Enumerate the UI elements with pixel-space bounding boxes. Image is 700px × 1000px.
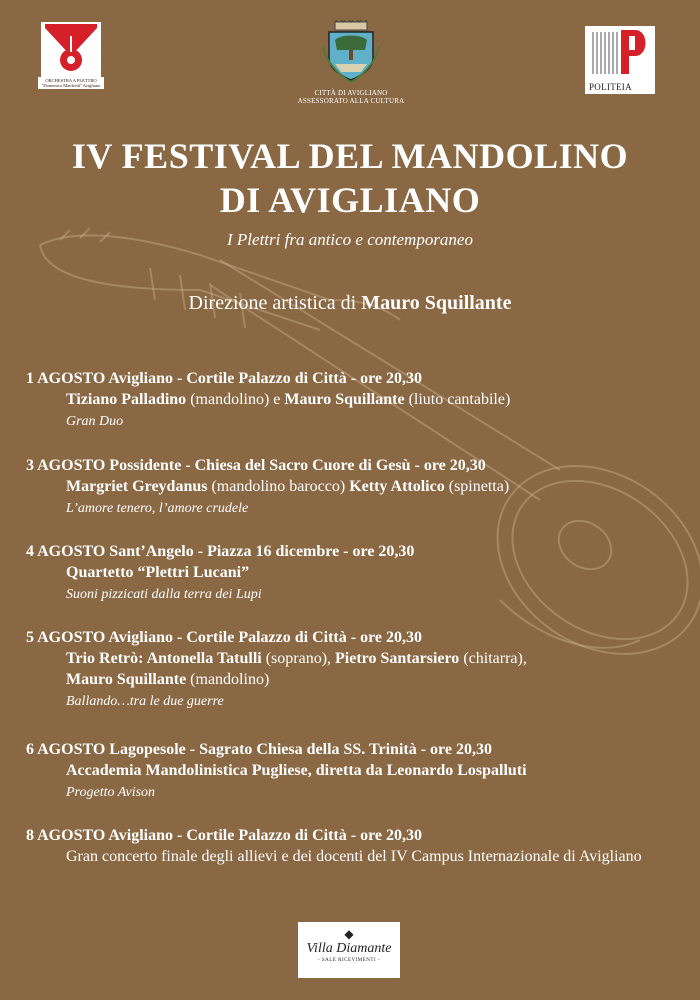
event-program-title: Gran Duo bbox=[66, 414, 124, 429]
event-header: 1 AGOSTO Avigliano - Cortile Palazzo di Città - ore 20,30 bbox=[26, 370, 422, 387]
performer-role: (mandolino) e bbox=[186, 391, 285, 408]
event-performers bbox=[26, 476, 686, 497]
event-performers bbox=[26, 389, 686, 410]
event-performers bbox=[26, 846, 686, 867]
event-header: 5 AGOSTO Avigliano - Cortile Palazzo di Città - ore 20,30 bbox=[26, 629, 422, 646]
orchestra-logo bbox=[38, 22, 104, 102]
performer-role: (mandolino barocco) bbox=[207, 478, 350, 495]
event-program-title: Suoni pizzicati dalla terra dei Lupi bbox=[66, 587, 262, 602]
sponsor-name: Villa Diamante bbox=[306, 941, 392, 956]
event-header: 6 AGOSTO Lagopesole - Sagrato Chiesa della SS. Trinità - ore 20,30 bbox=[26, 741, 492, 758]
orchestra-caption: ORCHESTRA A PLETTRO "Domenico Manfredi" Avigliano bbox=[38, 77, 104, 89]
event-item bbox=[26, 368, 686, 432]
event-header: 4 AGOSTO Sant’Angelo - Piazza 16 dicembre - ore 20,30 bbox=[26, 543, 415, 560]
performer-name: Mauro Squillante bbox=[66, 671, 187, 688]
event-performers bbox=[26, 648, 686, 669]
city-crest-icon bbox=[321, 20, 381, 84]
performer-name: Pietro Santarsiero bbox=[335, 650, 460, 667]
event-item bbox=[26, 627, 686, 712]
event-performers bbox=[26, 669, 686, 690]
performer-role: (chitarra), bbox=[459, 650, 527, 667]
performer-role: (spinetta) bbox=[444, 478, 510, 495]
orchestra-emblem bbox=[41, 22, 101, 77]
performer-name: Trio Retrò: Antonella Tatulli bbox=[66, 650, 262, 667]
politeia-logo bbox=[585, 26, 655, 94]
director-name: Mauro Squillante bbox=[361, 292, 512, 314]
event-item bbox=[26, 541, 686, 605]
festival-title-line2: DI AVIGLIANO bbox=[219, 180, 481, 220]
politeia-mark-icon bbox=[585, 26, 655, 82]
event-header: 8 AGOSTO Avigliano - Cortile Palazzo di Città - ore 20,30 bbox=[26, 827, 422, 844]
direction-prefix: Direzione artistica di bbox=[188, 292, 357, 314]
politeia-brand: POLITEIA bbox=[589, 82, 632, 92]
performer-role: (soprano), bbox=[261, 650, 336, 667]
event-item bbox=[26, 825, 686, 867]
performer-name: Mauro Squillante bbox=[284, 391, 405, 408]
event-program-title: L’amore tenero, l’amore crudele bbox=[66, 501, 249, 516]
event-performers bbox=[26, 760, 686, 781]
performer-name: Margriet Greydanus bbox=[66, 478, 208, 495]
performer-name: Accademia Mandolinistica Pugliese, diretta da Leonardo Lospalluti bbox=[66, 762, 527, 779]
performer-name: Tiziano Palladino bbox=[66, 391, 187, 408]
event-program-title: Ballando…tra le due guerre bbox=[66, 694, 224, 709]
diamond-icon: ◆ bbox=[344, 927, 354, 941]
city-department: ASSESSORATO ALLA CULTURA bbox=[297, 97, 405, 105]
performer-name: Quartetto “Plettri Lucani” bbox=[66, 564, 250, 581]
city-crest-block bbox=[296, 20, 406, 120]
performer-name: Ketty Attolico bbox=[349, 478, 445, 495]
performer-role: Gran concerto finale degli allievi e dei docenti del IV Campus Internazionale di Avigliano bbox=[66, 848, 642, 865]
performer-role: (liuto cantabile) bbox=[404, 391, 511, 408]
artistic-direction bbox=[0, 292, 700, 315]
orchestra-emblem-icon bbox=[41, 22, 101, 77]
event-performers bbox=[26, 562, 686, 583]
festival-title-line1: IV FESTIVAL DEL MANDOLINO bbox=[71, 136, 629, 176]
event-item bbox=[26, 739, 686, 803]
event-program-title: Progetto Avison bbox=[66, 785, 156, 800]
event-header: 3 AGOSTO Possidente - Chiesa del Sacro Cuore di Gesù - ore 20,30 bbox=[26, 457, 486, 474]
city-name: CITTÀ DI AVIGLIANO bbox=[314, 89, 388, 97]
festival-subtitle: I Plettri fra antico e contemporaneo bbox=[227, 230, 473, 249]
event-item bbox=[26, 455, 686, 519]
sponsor-tagline: - SALE RICEVIMENTI - bbox=[317, 958, 381, 963]
sponsor-logo bbox=[298, 922, 400, 978]
performer-role: (mandolino) bbox=[186, 671, 270, 688]
